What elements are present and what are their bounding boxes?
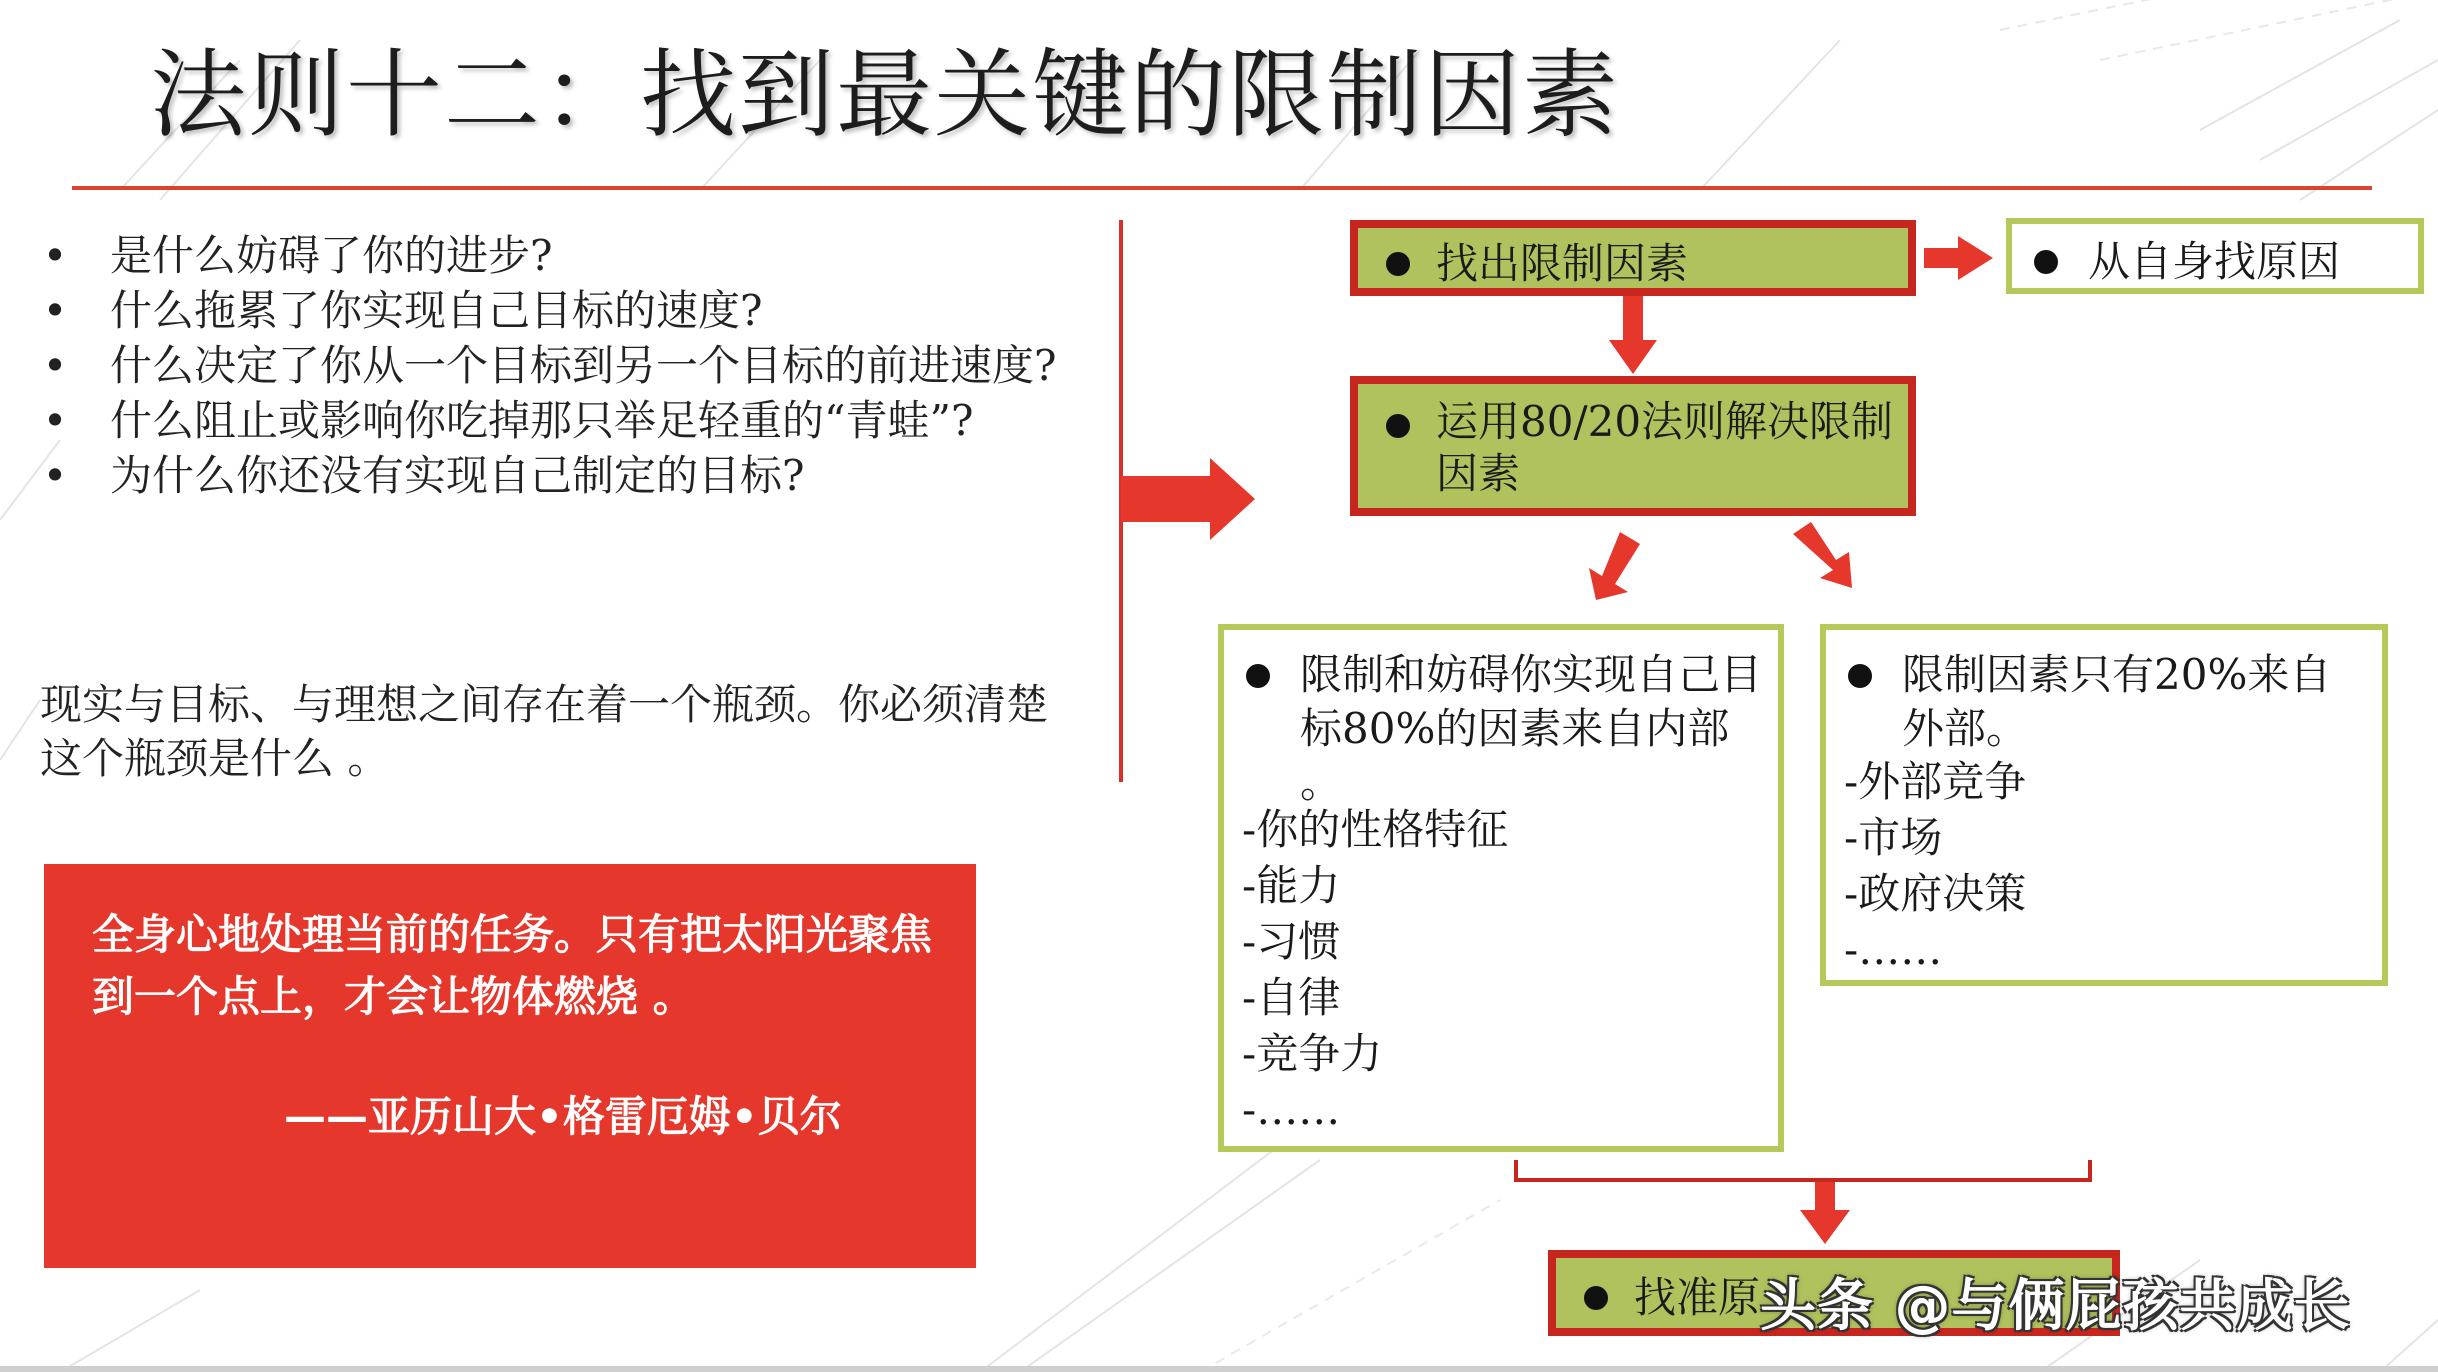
apply-8020-label: 运用80/20法则解决限制因素 [1436,397,1894,498]
question-text: 什么决定了你从一个目标到另一个目标的前进速度? [110,341,1057,390]
find-constraint-label: 找出限制因素 [1436,239,1689,288]
internal-heading: 限制和妨碍你实现自己目标80%的因素来自内部 。 [1300,650,1763,807]
bullet-icon: • [42,231,68,280]
diagonal-arrow-right-icon [1793,522,1852,588]
list-item: -…… [1844,925,1943,974]
external-heading: 限制因素只有20%来自外部。 [1902,650,2332,753]
question-list [40,228,1070,503]
apply-8020-box [1350,376,1916,516]
bullet-dot-icon [1386,252,1410,276]
list-item: -市场 [1844,813,1943,862]
bullet-dot-icon [1584,1286,1608,1310]
question-item [40,283,1070,338]
list-item: -竞争力 [1242,1029,1383,1078]
bullet-icon: • [42,451,68,500]
right-arrow-icon [1121,458,1255,540]
question-item [40,228,1070,283]
bullet-dot-icon [2034,250,2058,274]
question-text: 是什么妨碍了你的进步? [110,231,553,280]
find-constraint-box [1350,220,1916,296]
external-factor-list [1844,754,2026,978]
list-item: -你的性格特征 [1242,805,1509,854]
list-item: -政府决策 [1844,869,2027,918]
watermark: 头条 @与俩屁孩共成长 [1760,1274,2351,1339]
self-reason-box [2006,218,2424,294]
quote-author: ——亚历山大•格雷厄姆•贝尔 [284,1092,842,1141]
list-item: -能力 [1242,861,1341,910]
quote-text: 全身心地处理当前的任务。只有把太阳光聚焦到一个点上，才会让物体燃烧 。 [92,910,933,1021]
bracket-connector [1516,1160,2090,1180]
internal-factor-list [1242,802,1508,1138]
list-item: -外部竞争 [1844,757,2027,806]
question-text: 什么拖累了你实现自己目标的速度? [110,286,763,335]
list-item: -…… [1242,1085,1341,1134]
question-text: 什么阻止或影响你吃掉那只举足轻重的“青蛙”? [110,396,974,445]
bullet-icon: • [42,396,68,445]
bullet-dot-icon [1386,414,1410,438]
external-factors-box [1820,624,2388,986]
vertical-divider [1119,220,1123,782]
bullet-icon: • [42,341,68,390]
diagonal-arrow-left-icon [1589,532,1640,600]
bullet-dot-icon [1246,664,1270,688]
list-item: -习惯 [1242,917,1341,966]
bullet-icon: • [42,286,68,335]
final-label: 找准原 [1634,1273,1761,1322]
bottom-down-arrow-icon [1800,1182,1850,1244]
question-item [40,393,1070,448]
bottleneck-paragraph: 现实与目标、与理想之间存在着一个瓶颈。你必须清楚这个瓶颈是什么 。 [40,680,1049,783]
title-divider [72,186,2372,190]
list-item: -自律 [1242,973,1341,1022]
small-right-arrow-icon [1924,236,1993,280]
bullet-dot-icon [1848,664,1872,688]
page-title: 法则十二：找到最关键的限制因素 [150,39,1620,151]
internal-factors-box [1218,624,1784,1152]
question-item [40,338,1070,393]
self-reason-label: 从自身找原因 [2088,237,2341,286]
bottom-border [0,1366,2438,1372]
down-arrow-icon [1609,296,1657,374]
quote-box [44,864,976,1268]
question-text: 为什么你还没有实现自己制定的目标? [110,451,805,500]
question-item [40,448,1070,503]
